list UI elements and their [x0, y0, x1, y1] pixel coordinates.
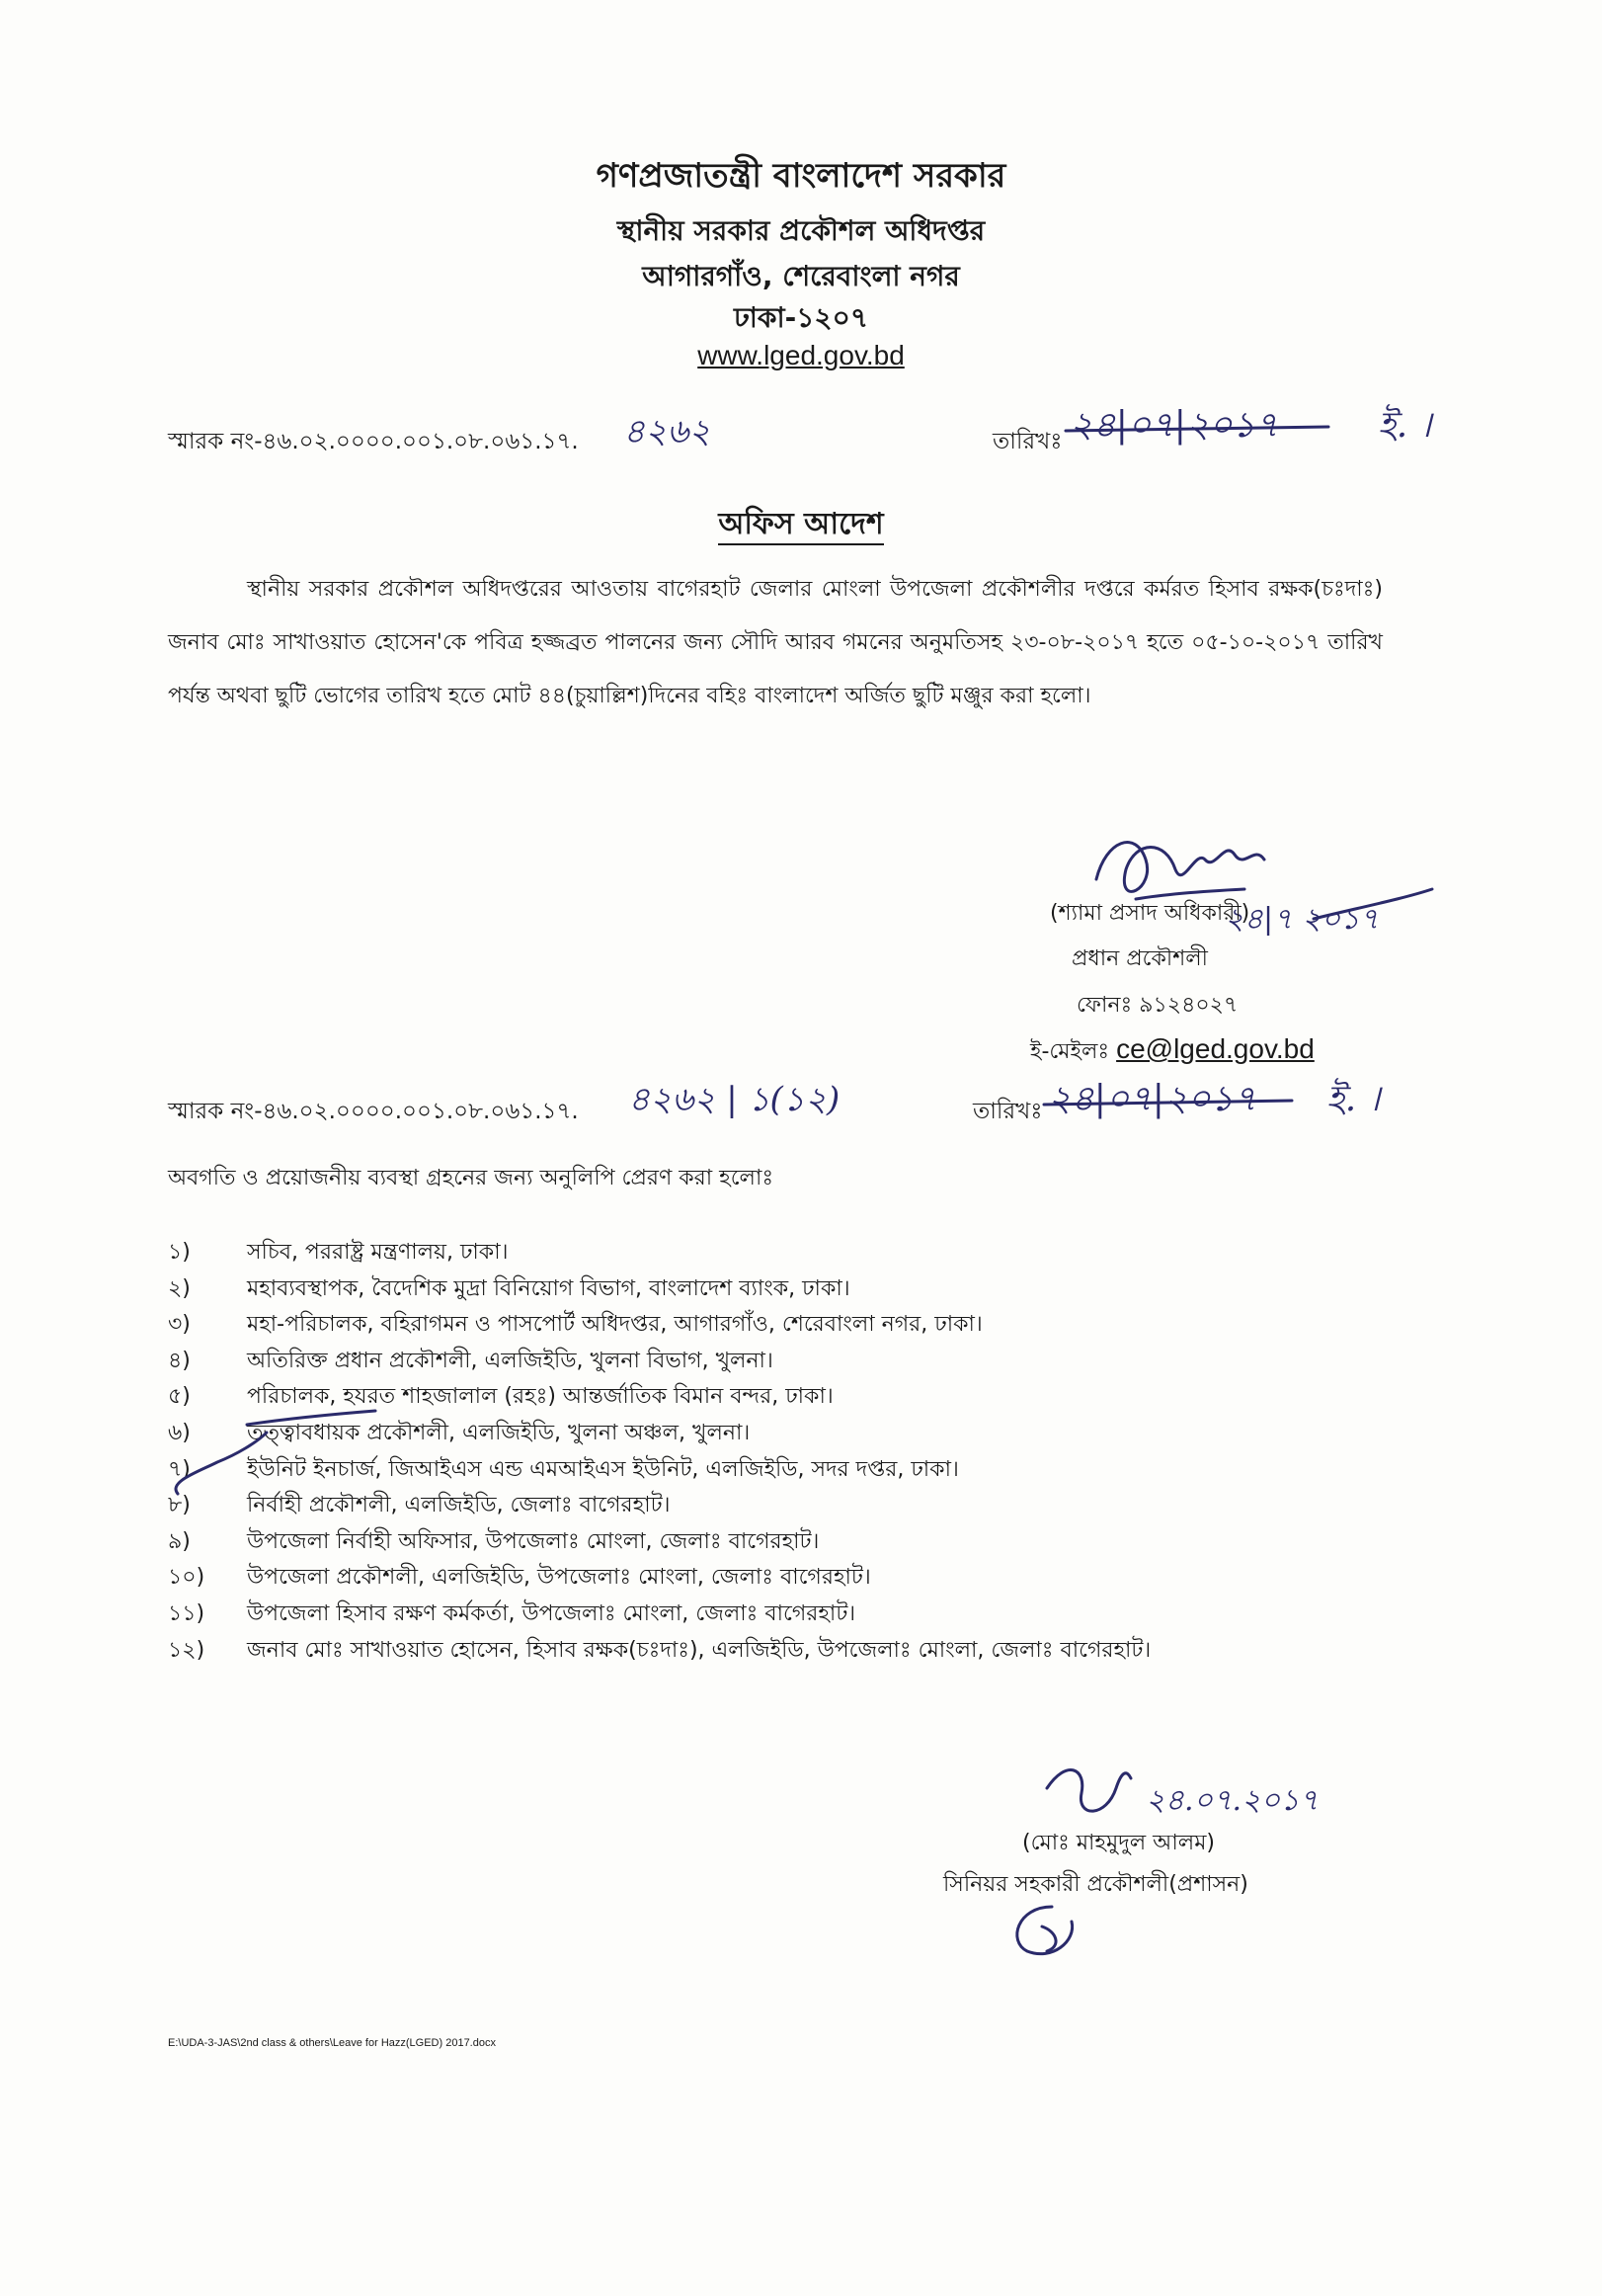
- order-title: অফিস আদেশ: [0, 500, 1602, 550]
- cc-item-text: নির্বাহী প্রকৌশলী, এলজিইডি, জেলাঃ বাগেরহাট।: [247, 1493, 671, 1518]
- signature-1-date: ২৪|৭ ২০১৭: [1225, 902, 1380, 937]
- cc-item-number: ৩): [168, 1312, 191, 1338]
- department-name: স্থানীয় সরকার প্রকৌশল অধিদপ্তর: [616, 214, 986, 247]
- city-line: ঢাকা-১২০৭: [733, 301, 869, 334]
- cc-item-number: ১২): [168, 1637, 205, 1663]
- cc-item-text: তত্ত্বাবধায়ক প্রকৌশলী, এলজিইডি, খুলনা অঞ্চল, খুলনা।: [247, 1420, 751, 1445]
- cc-list-item: [168, 1524, 1151, 1561]
- cc-item-text: উপজেলা হিসাব রক্ষণ কর্মকর্তা, উপজেলাঃ মোংলা, জেলাঃ বাগেরহাট।: [247, 1600, 856, 1626]
- signatory-1-name: (শ্যামা প্রসাদ অধিকারী): [1050, 901, 1250, 926]
- handwritten-date-1-suffix: ই. ।: [1378, 405, 1432, 446]
- handwritten-date-1: [1062, 391, 1477, 470]
- cc-item-number: ৮): [168, 1493, 191, 1518]
- cc-item-text: ইউনিট ইনচার্জ, জিআইএস এন্ড এমআইএস ইউনিট, এলজিইডি, সদর দপ্তর, ঢাকা।: [247, 1456, 959, 1482]
- email-label: ই-মেইলঃ: [1030, 1039, 1117, 1064]
- email-link[interactable]: ce@lged.gov.bd: [1116, 1033, 1315, 1064]
- cc-item-number: ২): [168, 1275, 191, 1301]
- memo-date-label-2: তারিখঃ: [973, 1099, 1043, 1124]
- signatory-1-designation: প্রধান প্রকৌশলী: [1072, 946, 1208, 971]
- handwritten-memo-number-1: [617, 403, 756, 458]
- signatory-2-name: (মোঃ মাহমুদুল আলম): [1022, 1831, 1215, 1855]
- handwritten-memo-number-2: [622, 1067, 879, 1136]
- cc-item-number: ৪): [168, 1348, 191, 1373]
- address-line: আগারগাঁও, শেরেবাংলা নগর: [642, 260, 960, 292]
- cc-item-text: অতিরিক্ত প্রধান প্রকৌশলী, এলজিইডি, খুলনা বিভাগ, খুলনা।: [247, 1348, 773, 1373]
- cc-item-text: মহাব্যবস্থাপক, বৈদেশিক মুদ্রা বিনিয়োগ বিভাগ, বাংলাদেশ ব্যাংক, ঢাকা।: [247, 1275, 850, 1301]
- cc-item-text: পরিচালক, হযরত শাহজালাল (রহঃ) আন্তর্জাতিক বিমান বন্দর, ঢাকা।: [247, 1384, 834, 1410]
- memo-number-2: [168, 1093, 579, 1131]
- cc-item-text: মহা-পরিচালক, বহিরাগমন ও পাসপোর্ট অধিদপ্তর, আগারগাঁও, শেরেবাংলা নগর, ঢাকা।: [247, 1312, 983, 1338]
- cc-item-number: ৭): [168, 1456, 191, 1482]
- signatory-2-designation: সিনিয়র সহকারী প্রকৌশলী(প্রশাসন): [943, 1872, 1248, 1897]
- pen-mark-list: [138, 1403, 395, 1521]
- handwritten-date-2-text: ২৪|০৭|২০১৭: [1048, 1079, 1257, 1119]
- cc-list-item: [168, 1307, 1151, 1344]
- handwritten-memo-number-2-text: ৪২৬২ | ১(১২): [628, 1080, 841, 1119]
- cc-item-number: ১০): [168, 1565, 205, 1591]
- memo-date-label-1: তারিখঃ: [993, 429, 1063, 454]
- signature-2-date: ২৪.০৭.২০১৭: [1146, 1783, 1320, 1818]
- memo-label: স্মারক নং-৪৬.০২.০০০০.০০১.০৮.০৬১.১৭.: [168, 1099, 579, 1124]
- cc-list-item: [168, 1235, 1151, 1271]
- cc-item-text: সচিব, পররাষ্ট্র মন্ত্রণালয়, ঢাকা।: [247, 1240, 509, 1265]
- memo-number-1: [168, 423, 579, 461]
- cc-list-item: [168, 1560, 1151, 1597]
- memo-label: স্মারক নং-৪৬.০২.০০০০.০০১.০৮.০৬১.১৭.: [168, 429, 579, 454]
- cc-item-text: উপজেলা নির্বাহী অফিসার, উপজেলাঃ মোংলা, জেলাঃ বাগেরহাট।: [247, 1528, 820, 1554]
- cc-intro: অবগতি ও প্রয়োজনীয় ব্যবস্থা গ্রহনের জন্য অনুলিপি প্রেরণ করা হলোঃ: [168, 1166, 774, 1190]
- cc-item-number: ৬): [168, 1420, 191, 1445]
- pen-mark-initial: [998, 1887, 1106, 1966]
- cc-list-item: [168, 1597, 1151, 1633]
- cc-item-text: উপজেলা প্রকৌশলী, এলজিইডি, উপজেলাঃ মোংলা, জেলাঃ বাগেরহাট।: [247, 1565, 871, 1591]
- cc-list-item: [168, 1271, 1151, 1308]
- handwritten-date-2: [1040, 1063, 1455, 1142]
- government-title: গণপ্রজাতন্ত্রী বাংলাদেশ সরকার: [596, 156, 1006, 196]
- cc-item-number: ১১): [168, 1600, 205, 1626]
- order-body-text: স্থানীয় সরকার প্রকৌশল অধিদপ্তরের আওতায় বাগেরহাট জেলার মোংলা উপজেলা প্রকৌশলীর দপ্তরে কর্মরত হিসাব রক্ষক(চঃদাঃ) জনাব মোঃ সাখাওয়াত হোসেন'কে পবিত্র হজ্জব্রত পালনের জন্য সৌদি আরব গমনের অনুমতিসহ ২৩-০৮-২০১৭ হতে ০৫-১০-২০১৭ তারিখ পর্যন্ত অথবা ছুটি ভোগের তারিখ হতে মোট ৪৪(চুয়াল্লিশ)দিনের বহিঃ বাংলাদেশ অর্জিত ছুটি মঞ্জুর করা হলো।: [168, 577, 1383, 708]
- order-body: [168, 563, 1383, 723]
- cc-item-number: ৫): [168, 1384, 191, 1410]
- cc-list-item: [168, 1344, 1151, 1380]
- handwritten-memo-number-1-text: ৪২৬২: [623, 412, 711, 451]
- handwritten-date-2-suffix: ই. ।: [1326, 1079, 1381, 1119]
- website-link[interactable]: www.lged.gov.bd: [697, 340, 905, 370]
- file-path: E:\UDA-3-JAS\2nd class & others\Leave for Hazz(LGED) 2017.docx: [168, 2037, 496, 2049]
- cc-item-number: ৯): [168, 1528, 191, 1554]
- cc-item-number: ১): [168, 1240, 191, 1265]
- handwritten-date-1-text: ২৪|০৭|২০১৭: [1070, 405, 1279, 446]
- signatory-1-phone: ফোনঃ ৯১২৪০২৭: [1077, 993, 1239, 1018]
- cc-item-text: জনাব মোঃ সাখাওয়াত হোসেন, হিসাব রক্ষক(চঃদাঃ), এলজিইডি, উপজেলাঃ মোংলা, জেলাঃ বাগেরহাট।: [247, 1637, 1152, 1663]
- cc-list-item: [168, 1633, 1151, 1670]
